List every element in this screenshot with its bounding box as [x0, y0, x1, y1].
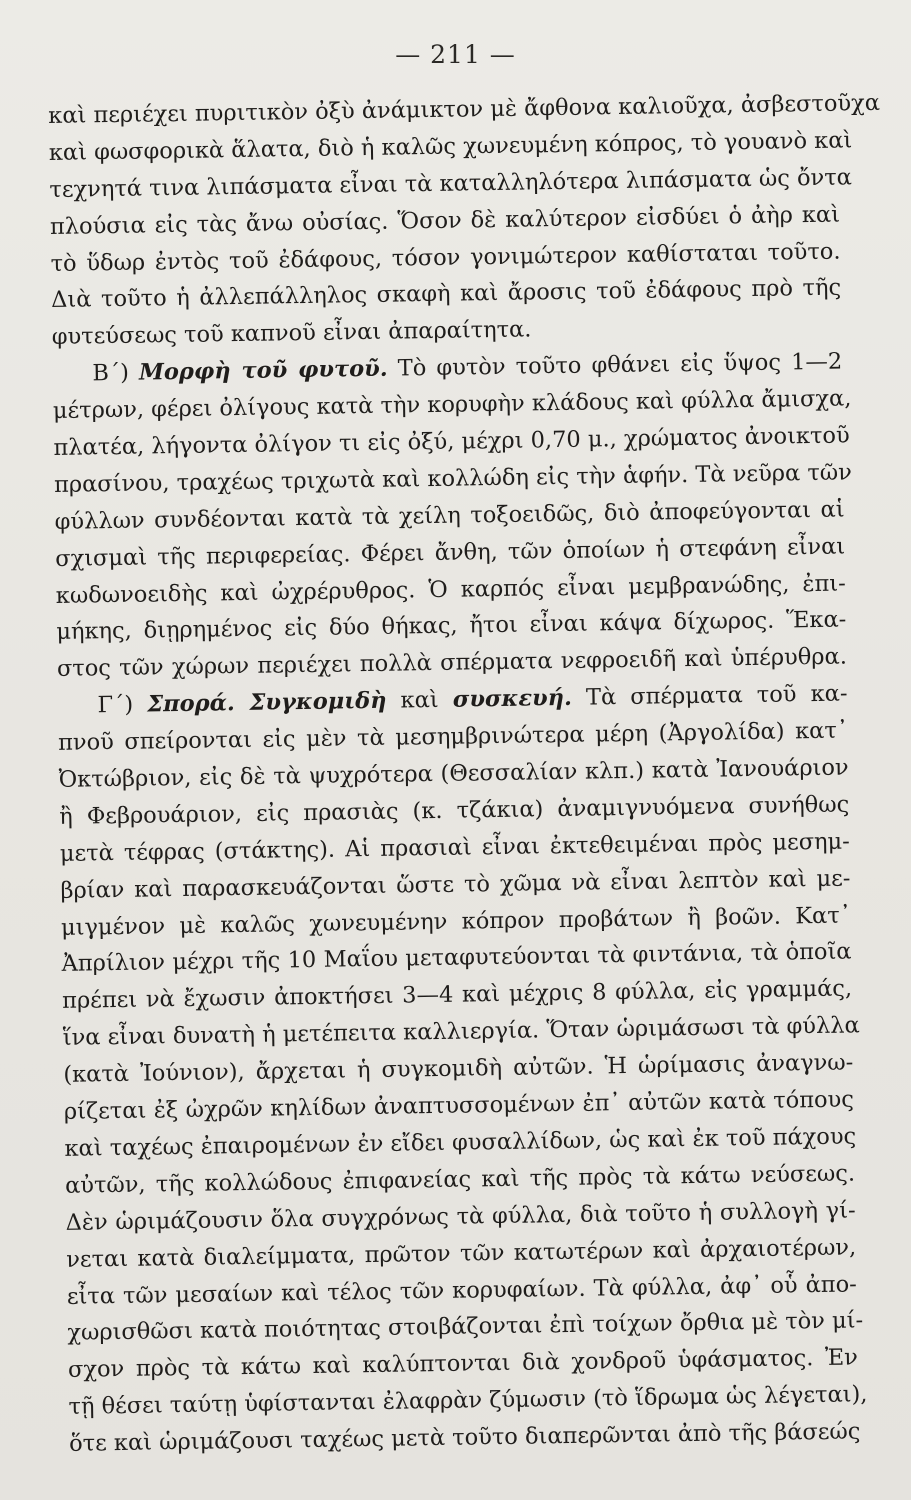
text-line: εἶτα τῶν μεσαίων καὶ τέλος τῶν κορυφαίων. Τὰ φύλλα, ἀφ᾽ οὗ ἀπο- [66, 1270, 857, 1310]
section-c-connector: καὶ [400, 687, 439, 714]
text-line: σχισμαὶ τῆς περιφερείας. Φέρει ἄνθη, τῶν ὁποίων ἡ στεφάνη εἶναι [55, 533, 846, 572]
text-line: νεται κατὰ διαλείμματα, πρῶτον τῶν κατωτέρων καὶ ἀρχαιοτέρων, [66, 1234, 857, 1273]
text-line: καὶ φωσφορικὰ ἅλατα, διὸ ἡ καλῶς χωνευμένη κόπρος, τὸ γουανὸ καὶ [48, 127, 853, 166]
section-c-heading: Σπορά. Συγκομιδὴ [147, 688, 387, 718]
text-line: ὅτε καὶ ὡριμάζουσι ταχέως μετὰ τοῦτο διαπερῶνται ἀπὸ τῆς βάσεώς [68, 1418, 861, 1457]
text-line: πλατέα, λήγοντα ὀλίγον τι εἰς ὀξύ, μέχρι 0,70 μ., χρώματος ἀνοικτοῦ [53, 422, 850, 461]
body-text [48, 86, 881, 1463]
text-line: πλούσια εἰς τὰς ἄνω οὐσίας. Ὅσον δὲ καλύτερον εἰσδύει ὁ ἀὴρ καὶ [49, 201, 841, 240]
text-line: φύλλων συνδέονται κατὰ τὰ χείλη τοξοειδῶς, διὸ ἀποφεύγονται αἱ [54, 496, 845, 535]
section-b-label: Β΄) [92, 359, 130, 387]
text-line: τῇ θέσει ταύτῃ ὑφίστανται ἐλαφρὰν ζύμωσιν (τὸ ἵδρωμα ὡς λέγεται), [68, 1381, 868, 1421]
text-line: ἢ Φεβρουάριον, εἰς πρασιὰς (κ. τζάκια) ἀναμιγνυόμενα συνήθως [59, 791, 850, 830]
text-line: βρίαν καὶ παρασκευάζονται ὥστε τὸ χῶμα νὰ εἶναι λεπτὸν καὶ με- [60, 865, 851, 904]
text-line: καὶ ταχέως ἐπαιρομένων ἐν εἴδει φυσαλλίδων, ὡς καὶ ἐκ τοῦ πάχους [64, 1123, 857, 1162]
text-line: μέτρων, φέρει ὀλίγους κατὰ τὴν κορυφὴν κλάδους καὶ φύλλα ἄμισχα, [52, 385, 852, 425]
section-c-heading-2: συσκευή. [452, 685, 573, 713]
text-line: φυτεύσεως τοῦ καπνοῦ εἶναι ἀπαραίτητα. [51, 316, 532, 351]
section-b-text: Τὸ φυτὸν τοῦτο φθάνει εἰς ὕψος 1—2 [397, 348, 843, 382]
text-line: Ἀπρίλιον μέχρι τῆς 10 Μαΐου μεταφυτεύονται τὰ φιντάνια, τὰ ὁποῖα [61, 938, 852, 978]
text-line: πνοῦ σπείρονται εἰς μὲν τὰ μεσημβρινώτερα μέρη (Ἀργολίδα) κατ᾽ [57, 717, 849, 757]
text-line: κωδωνοειδὴς καὶ ὠχρέρυθρος. Ὁ καρπός εἶναι μεμβρανώδης, ἐπι- [55, 570, 846, 609]
text-line: στος τῶν χώρων περιέχει πολλὰ σπέρματα νεφροειδῆ καὶ ὑπέρυθρα. [56, 643, 848, 683]
text-line: τεχνητά τινα λιπάσματα εἶναι τὰ καταλληλότερα λιπάσματα ὡς ὄντα [49, 164, 853, 203]
text-line: καὶ περιέχει πυριτικὸν ὀξὺ ἀνάμικτον μὲ ἄφθονα καλιοῦχα, ἀσβεστοῦχα [48, 89, 881, 129]
text-line: ρίζεται ἐξ ὠχρῶν κηλίδων ἀναπτυσσομένων ἐπ᾽ αὐτῶν κατὰ τόπους [63, 1086, 855, 1125]
text-line: Δὲν ὡριμάζουσιν ὅλα συγχρόνως τὰ φύλλα, διὰ τοῦτο ἡ συλλογὴ γί- [65, 1197, 856, 1236]
text-line: μιγμένον μὲ καλῶς χωνευμένην κόπρον προβάτων ἢ βοῶν. Κατ᾽ [60, 902, 852, 941]
section-b-heading: Μορφὴ τοῦ φυτοῦ. [138, 355, 388, 386]
section-c-label: Γ΄) [97, 691, 134, 719]
text-line: Ὀκτώβριον, εἰς δὲ τὰ ψυχρότερα (Θεσσαλίαν κλπ.) κατὰ Ἰανουάριον [58, 754, 849, 793]
section-c-text: Τὰ σπέρματα τοῦ κα- [585, 680, 848, 711]
text-line: (κατὰ Ἰούνιον), ἄρχεται ἡ συγκομιδὴ αὐτῶν. Ἡ ὡρίμασις ἀναγνω- [63, 1049, 854, 1089]
text-line: ἵνα εἶναι δυνατὴ ἡ μετέπειτα καλλιεργία. Ὅταν ὡριμάσωσι τὰ φύλλα [62, 1012, 860, 1052]
text-line: πρασίνου, τραχέως τριχωτὰ καὶ κολλώδη εἰς τὴν ἁφήν. Τὰ νεῦρα τῶν [53, 459, 853, 498]
page-number: — 211 — [395, 40, 516, 69]
text-line: τὸ ὕδωρ ἐντὸς τοῦ ἐδάφους, τόσον γονιμώτερον καθίσταται τοῦτο. [50, 238, 841, 277]
text-line: Διὰ τοῦτο ἡ ἀλλεπάλληλος σκαφὴ καὶ ἄροσις τοῦ ἐδάφους πρὸ τῆς [50, 275, 842, 314]
text-line: μήκης, διῃρημένος εἰς δύο θήκας, ἤτοι εἶναι κάψα δίχωρος. Ἕκα- [56, 606, 847, 646]
text-line: μετὰ τέφρας (στάκτης). Αἱ πρασιαὶ εἶναι ἐκτεθειμέναι πρὸς μεσημ- [59, 828, 850, 867]
text-line: χωρισθῶσι κατὰ ποιότητας στοιβάζονται ἐπὶ τοίχων ὄρθια μὲ τὸν μί- [67, 1307, 864, 1347]
text-line: πρέπει νὰ ἔχωσιν ἀποκτήσει 3—4 καὶ μέχρις 8 φύλλα, εἰς γραμμάς, [61, 975, 853, 1015]
text-line: αὐτῶν, τῆς κολλώδους ἐπιφανείας καὶ τῆς πρὸς τὰ κάτω νεύσεως. [64, 1160, 856, 1199]
text-line: σχον πρὸς τὰ κάτω καὶ καλύπτονται διὰ χονδροῦ ὑφάσματος. Ἐν [67, 1344, 859, 1384]
